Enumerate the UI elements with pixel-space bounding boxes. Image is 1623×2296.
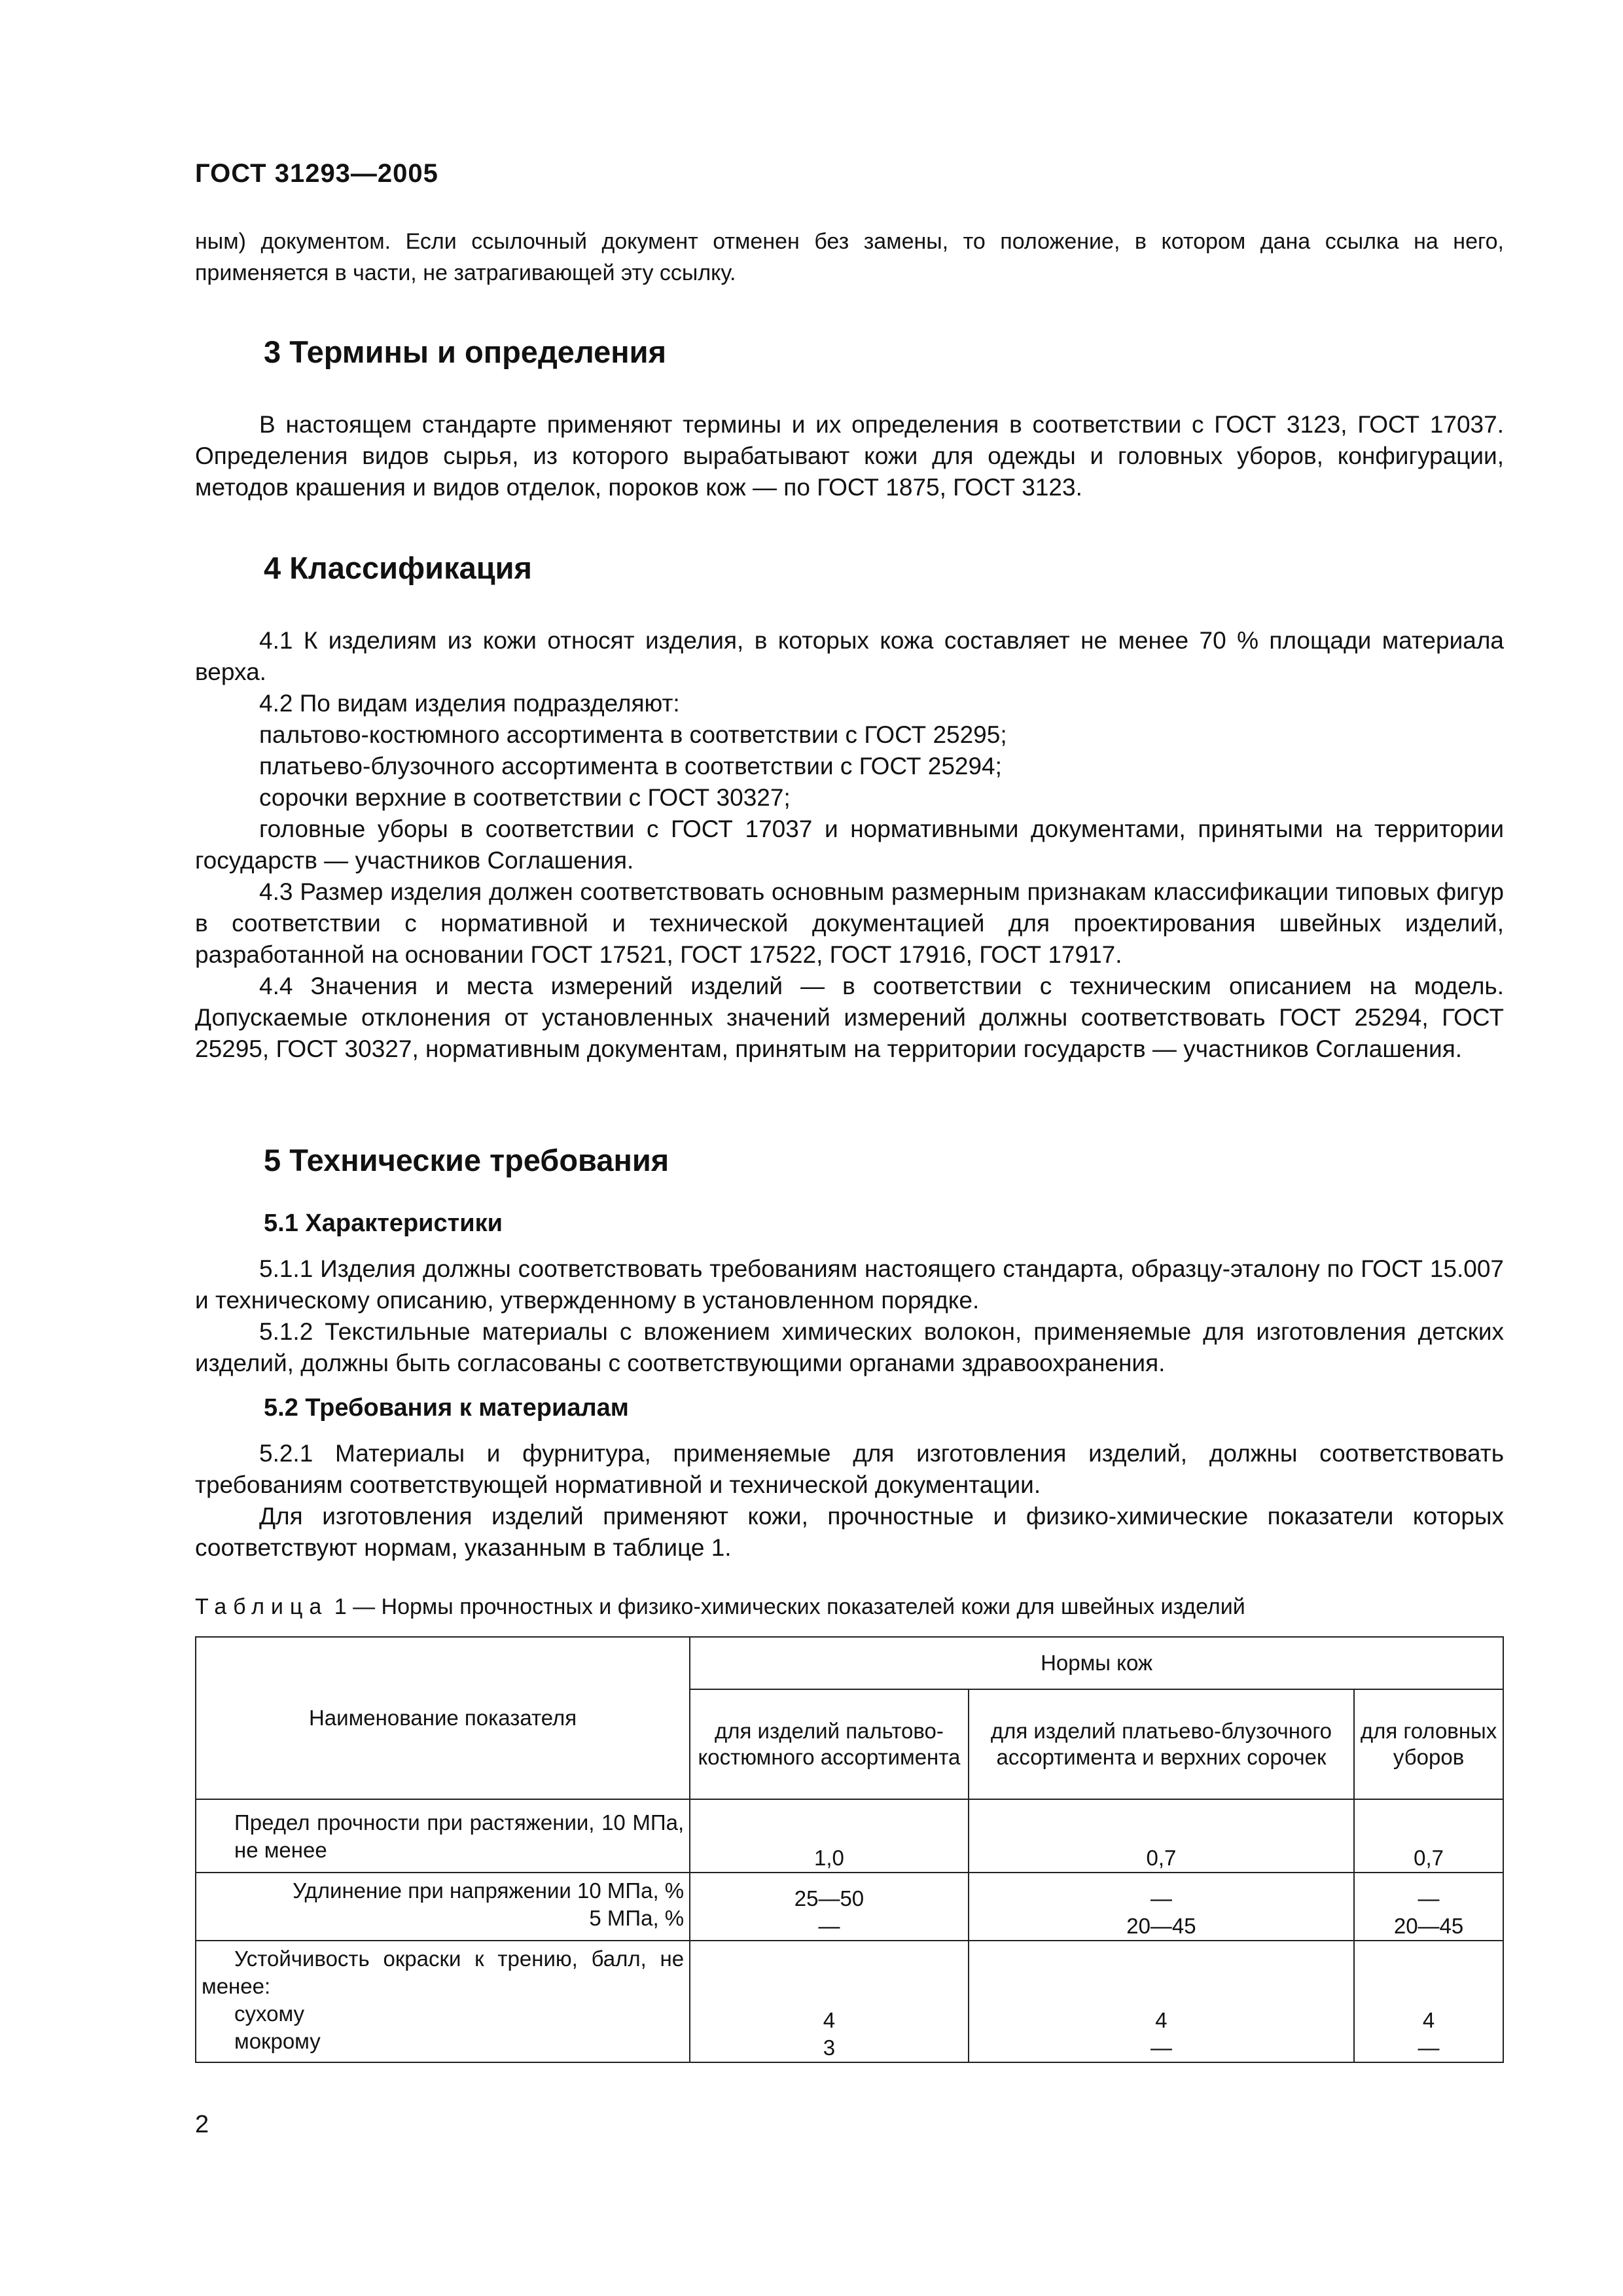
clause-4-1: 4.1 К изделиям из кожи относят изделия, в которых кожа составляет не менее 70 % площади материала верха. xyxy=(195,627,1504,685)
cell-value: 1,0 xyxy=(690,1799,969,1873)
table-row xyxy=(196,1799,1503,1873)
norms-table xyxy=(195,1636,1504,2063)
header-dress-blouse: для изделий платьево-блузочного ассортимента и верхних сорочек xyxy=(969,1689,1354,1799)
header-indicator-name: Наименование показателя xyxy=(196,1637,690,1799)
clause-4-2: 4.2 По видам изделия подразделяют: xyxy=(259,690,680,717)
table-caption-word: Таблица xyxy=(195,1594,329,1619)
clause-4-2-item: головные уборы в соответствии с ГОСТ 17037 и нормативными документами, принятыми на территории государств — участников Соглашения. xyxy=(195,816,1504,874)
table-row xyxy=(196,1873,1503,1941)
clause-5-1-2: 5.1.2 Текстильные материалы с вложением химических волокон, применяемые для изготовления детских изделий, должны быть согласованы с соответствующими органами здравоохранения. xyxy=(195,1318,1504,1376)
table-caption-text: 1 — Нормы прочностных и физико-химических показателей кожи для швейных изделий xyxy=(328,1594,1245,1619)
cell-value: 4 3 xyxy=(690,1941,969,2062)
table-caption xyxy=(195,1594,1245,1620)
clause-5-2-1-cont: Для изготовления изделий применяют кожи, прочностные и физико-химические показатели которых соответствуют нормам, указанным в таблице 1. xyxy=(195,1503,1504,1561)
section-3-paragraph: В настоящем стандарте применяют термины и их определения в соответствии с ГОСТ 3123, ГОСТ 17037. Определения видов сырья, из которого вырабатывают кожи для одежды и головных уборов, конфигурации, методов крашения и видов отделок, пороков кож — по ГОСТ 1875, ГОСТ 3123. xyxy=(195,411,1504,501)
section-4-title: 4 Классификация xyxy=(264,550,532,585)
clause-5-1-1: 5.1.1 Изделия должны соответствовать требованиям настоящего стандарта, образцу-эталону по ГОСТ 15.007 и техническому описанию, утвержденному в установленном порядке. xyxy=(195,1255,1504,1314)
clause-4-2-item: платьево-блузочного ассортимента в соответствии с ГОСТ 25294; xyxy=(259,753,1002,780)
subsection-5-1-title: 5.1 Характеристики xyxy=(264,1210,503,1237)
row-label-tensile-strength: Предел прочности при растяжении, 10 МПа, не менее xyxy=(196,1799,690,1873)
intro-block xyxy=(195,226,1504,289)
row-label-elongation: Удлинение при напряжении 10 МПа, % 5 МПа, % xyxy=(196,1873,690,1941)
intro-paragraph: ным) документом. Если ссылочный документ отменен без замены, то положение, в котором дана ссылка на него, применяется в части, не затрагивающей эту ссылку. xyxy=(195,229,1504,285)
header-headwear: для головных уборов xyxy=(1354,1689,1503,1799)
section-3-title: 3 Термины и определения xyxy=(264,334,666,369)
clause-4-2-item: пальтово-костюмного ассортимента в соответствии с ГОСТ 25295; xyxy=(259,721,1007,748)
cell-value: — 20—45 xyxy=(969,1873,1354,1941)
cell-value: 0,7 xyxy=(1354,1799,1503,1873)
row-label-color-fastness: Устойчивость окраски к трению, балл, не менее: сухому мокрому xyxy=(196,1941,690,2062)
section-3-body xyxy=(195,409,1504,503)
clause-4-4: 4.4 Значения и места измерений изделий — в соответствии с техническим описанием на модель. Допускаемые отклонения от установленных значений измерений должны соответствовать ГОСТ 25294, ГОСТ 25295, ГОСТ 30327, нормативным документам, принятым на территории государств — участников Соглашения. xyxy=(195,973,1504,1062)
section-4-body xyxy=(195,625,1504,1065)
document-header: ГОСТ 31293—2005 xyxy=(195,159,438,188)
subsection-5-1-body xyxy=(195,1253,1504,1379)
clause-5-2-1: 5.2.1 Материалы и фурнитура, применяемые для изготовления изделий, должны соответствовать требованиям соответствующей нормативной и технической документации. xyxy=(195,1440,1504,1498)
subsection-5-2-body xyxy=(195,1438,1504,1564)
cell-value: 4 — xyxy=(969,1941,1354,2062)
section-5-title: 5 Технические требования xyxy=(264,1143,669,1177)
clause-4-3: 4.3 Размер изделия должен соответствовать основным размерным признакам классификации типовых фигур в соответствии с нормативной и технической документацией для проектирования швейных изделий, разработанной на основании ГОСТ 17521, ГОСТ 17522, ГОСТ 17916, ГОСТ 17917. xyxy=(195,878,1504,968)
clause-4-2-item: сорочки верхние в соответствии с ГОСТ 30327; xyxy=(259,784,791,811)
cell-value: 25—50 — xyxy=(690,1873,969,1941)
header-norms: Нормы кож xyxy=(690,1637,1503,1689)
subsection-5-2-title: 5.2 Требования к материалам xyxy=(264,1394,629,1422)
table-row xyxy=(196,1941,1503,2062)
header-coat-suit: для изделий пальтово-костюмного ассортимента xyxy=(690,1689,969,1799)
cell-value: — 20—45 xyxy=(1354,1873,1503,1941)
cell-value: 4 — xyxy=(1354,1941,1503,2062)
cell-value: 0,7 xyxy=(969,1799,1354,1873)
page-number: 2 xyxy=(195,2111,209,2138)
